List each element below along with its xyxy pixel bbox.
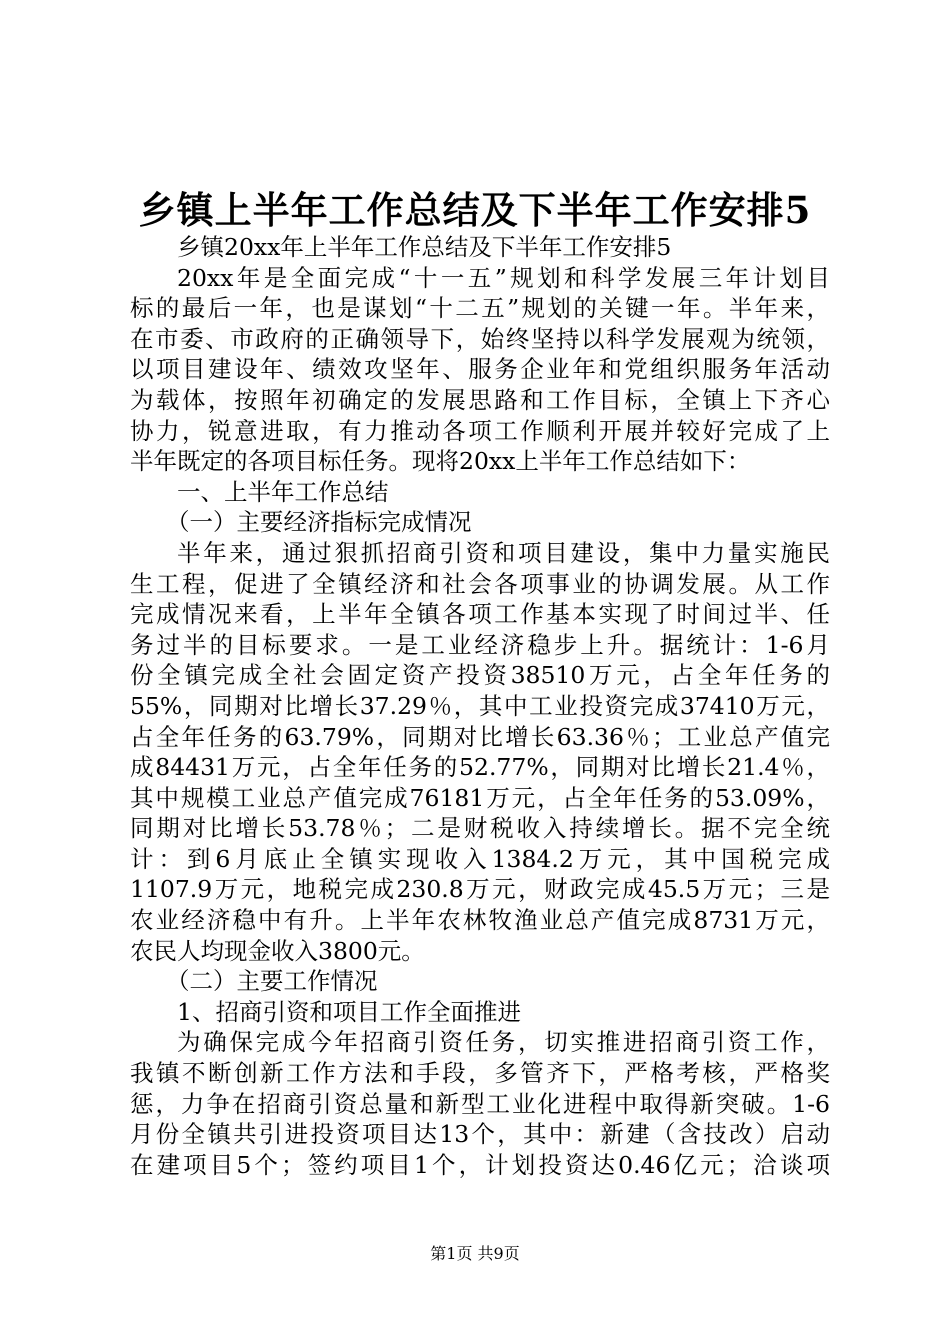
paragraph-line: 1107.9万元，地税完成230.8万元，财政完成45.5万元；三是 (130, 875, 830, 904)
paragraph-line: 月份全镇共引进投资项目达13个，其中：新建（含技改）启动 (130, 1120, 830, 1149)
paragraph-line: 半年来，通过狠抓招商引资和项目建设，集中力量实施民 (177, 538, 830, 567)
paragraph-line: 份全镇完成全社会固定资产投资38510万元，占全年任务的 (130, 661, 830, 690)
paragraph-line: 成84431万元，占全年任务的52.77%，同期对比增长21.4％， (130, 753, 830, 782)
paragraph-line: 20xx年是全面完成“十一五”规划和科学发展三年计划目 (177, 263, 830, 292)
paragraph-line: 标的最后一年，也是谋划“十二五”规划的关键一年。半年来， (130, 294, 830, 323)
paragraph-line: 生工程，促进了全镇经济和社会各项事业的协调发展。从工作 (130, 569, 830, 598)
paragraph-line: 半年既定的各项目标任务。现将20xx上半年工作总结如下： (130, 447, 751, 476)
paragraph-line: 农业经济稳中有升。上半年农林牧渔业总产值完成8731万元， (130, 906, 830, 935)
subtitle-line: 乡镇20xx年上半年工作总结及下半年工作安排5 (177, 233, 672, 261)
paragraph-line: 其中规模工业总产值完成76181万元，占全年任务的53.09%， (130, 783, 830, 812)
paragraph-line: 以项目建设年、绩效攻坚年、服务企业年和党组织服务年活动 (130, 355, 830, 384)
document-title: 乡镇上半年工作总结及下半年工作安排5 (138, 188, 812, 232)
page-footer: 第1页 共9页 (430, 1244, 520, 1263)
paragraph-line: 完成情况来看，上半年全镇各项工作基本实现了时间过半、任 (130, 600, 830, 629)
paragraph-line: 在建项目5个；签约项目1个，计划投资达0.46亿元；洽谈项 (130, 1150, 830, 1179)
paragraph-line: 为载体，按照年初确定的发展思路和工作目标，全镇上下齐心 (130, 385, 830, 414)
subsection-heading: （一）主要经济指标完成情况 (166, 508, 472, 537)
paragraph-line: 计：到6月底止全镇实现收入1384.2万元，其中国税完成 (130, 844, 830, 873)
paragraph-line: 为确保完成今年招商引资任务，切实推进招商引资工作， (177, 1028, 830, 1057)
paragraph-line: 惩，力争在招商引资总量和新型工业化进程中取得新突破。1-6 (130, 1089, 830, 1118)
subsection-heading: （二）主要工作情况 (166, 967, 378, 996)
paragraph-line: 在市委、市政府的正确领导下，始终坚持以科学发展观为统领， (130, 324, 830, 353)
paragraph-line: 我镇不断创新工作方法和手段，多管齐下，严格考核，严格奖 (130, 1059, 830, 1088)
paragraph-line: 占全年任务的63.79%，同期对比增长63.36％；工业总产值完 (130, 722, 830, 751)
paragraph-line: 55%，同期对比增长37.29％，其中工业投资完成37410万元， (130, 691, 830, 720)
document-body (130, 232, 830, 1180)
paragraph-line: 同期对比增长53.78％；二是财税收入持续增长。据不完全统 (130, 814, 830, 843)
section-heading: 一、上半年工作总结 (177, 477, 389, 506)
item-heading: 1、招商引资和项目工作全面推进 (177, 997, 521, 1026)
paragraph-line: 农民人均现金收入3800元。 (130, 936, 425, 965)
paragraph-line: 协力，锐意进取，有力推动各项工作顺利开展并较好完成了上 (130, 416, 830, 445)
paragraph-line: 务过半的目标要求。一是工业经济稳步上升。据统计：1-6月 (130, 630, 830, 659)
